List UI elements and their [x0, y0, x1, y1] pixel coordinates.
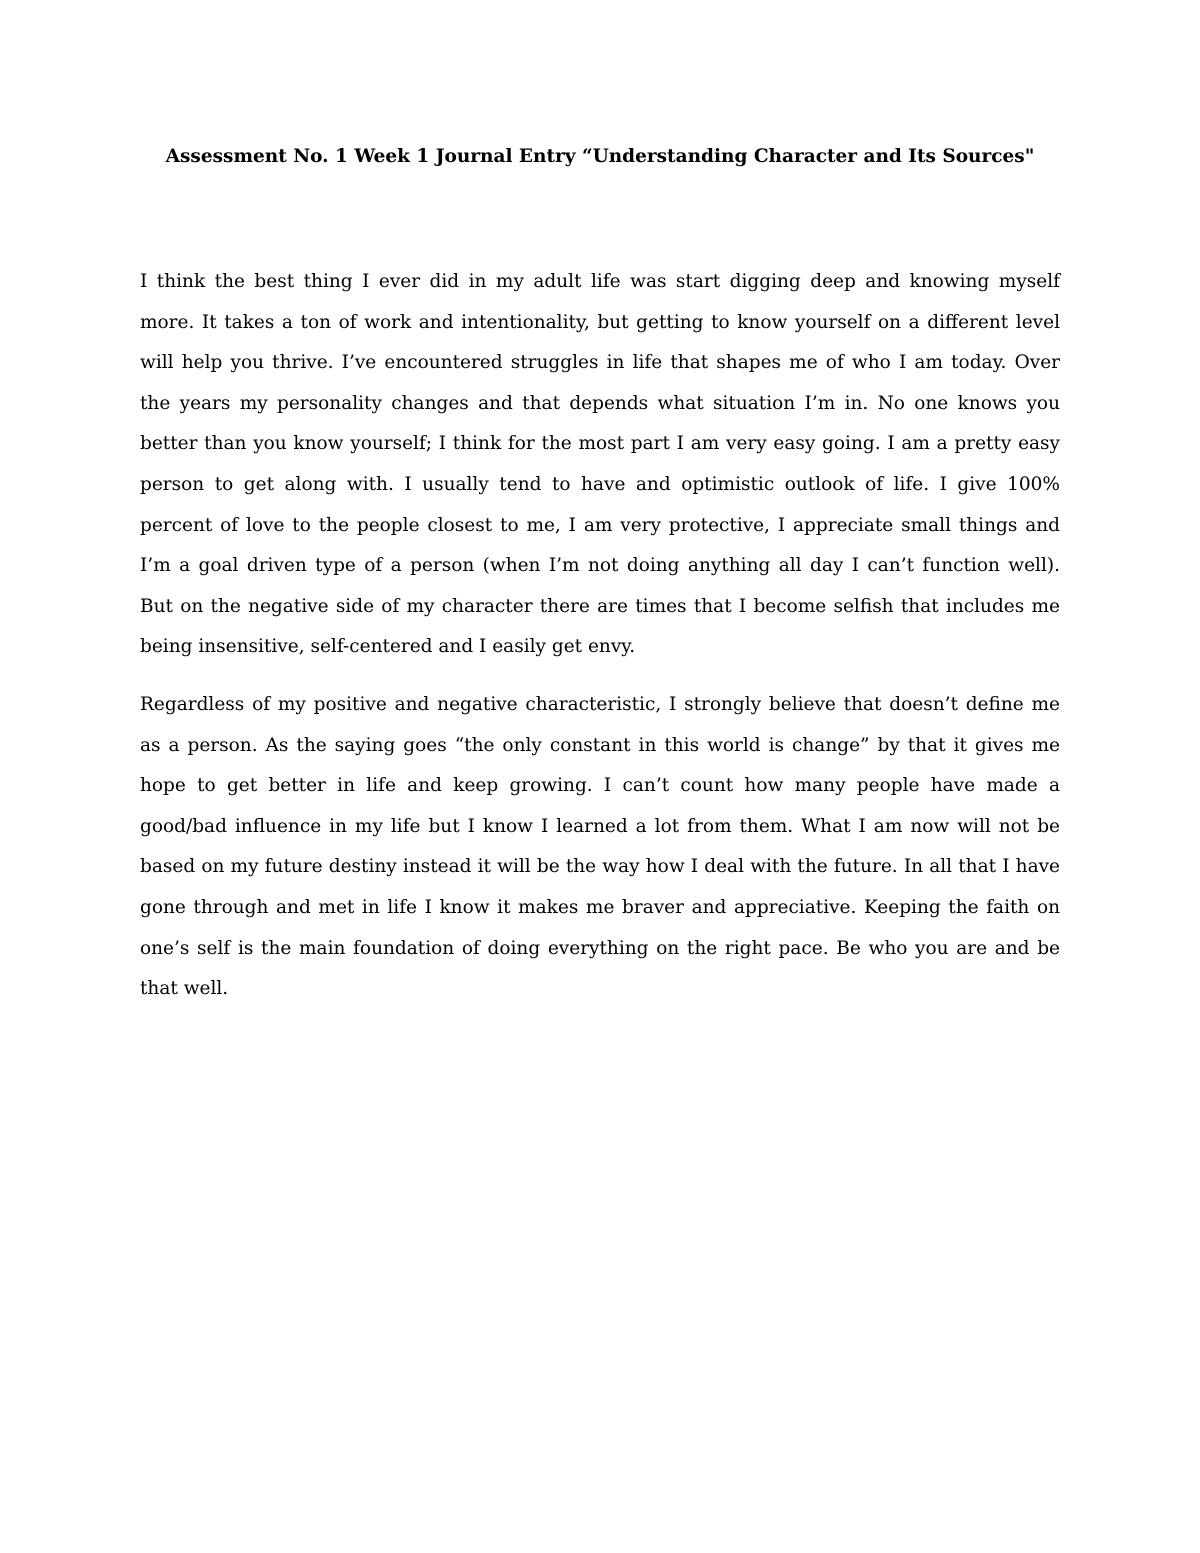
paragraph-2 — [140, 685, 1060, 1010]
text-line: gone through and met in life I know it makes me braver and appreciative. Keeping the faith on — [140, 896, 1060, 918]
text-line: that well. — [140, 978, 229, 1000]
document-body — [140, 262, 1060, 1027]
text-line: based on my future destiny instead it will be the way how I deal with the future. In all that I have — [140, 856, 1060, 878]
text-line: being insensitive, self-centered and I easily get envy. — [140, 636, 636, 658]
text-line: Regardless of my positive and negative characteristic, I strongly believe that doesn’t define me — [140, 693, 1060, 715]
text-line: one’s self is the main foundation of doing everything on the right pace. Be who you are and be — [140, 937, 1060, 959]
text-line: hope to get better in life and keep growing. I can’t count how many people have made a — [140, 775, 1060, 797]
text-line: person to get along with. I usually tend to have and optimistic outlook of life. I give 100% — [140, 473, 1060, 495]
text-line: good/bad influence in my life but I know I learned a lot from them. What I am now will not be — [140, 815, 1060, 837]
paragraph-1 — [140, 262, 1060, 668]
text-line: I’m a goal driven type of a person (when I’m not doing anything all day I can’t function well). — [140, 555, 1060, 577]
text-line: will help you thrive. I’ve encountered struggles in life that shapes me of who I am today. Over — [140, 352, 1060, 374]
text-line: more. It takes a ton of work and intentionality, but getting to know yourself on a different level — [140, 311, 1060, 333]
text-line: the years my personality changes and that depends what situation I’m in. No one knows you — [140, 392, 1060, 414]
text-line: I think the best thing I ever did in my adult life was start digging deep and knowing myself — [140, 271, 1060, 292]
document-title: Assessment No. 1 Week 1 Journal Entry “Understanding Character and Its Sources" — [165, 146, 1035, 167]
text-line: as a person. As the saying goes “the only constant in this world is change” by that it gives me — [140, 734, 1060, 756]
text-line: percent of love to the people closest to me, I am very protective, I appreciate small things and — [140, 514, 1060, 536]
text-line: But on the negative side of my character there are times that I become selfish that includes me — [140, 595, 1060, 617]
text-line: better than you know yourself; I think for the most part I am very easy going. I am a pretty easy — [140, 433, 1060, 455]
